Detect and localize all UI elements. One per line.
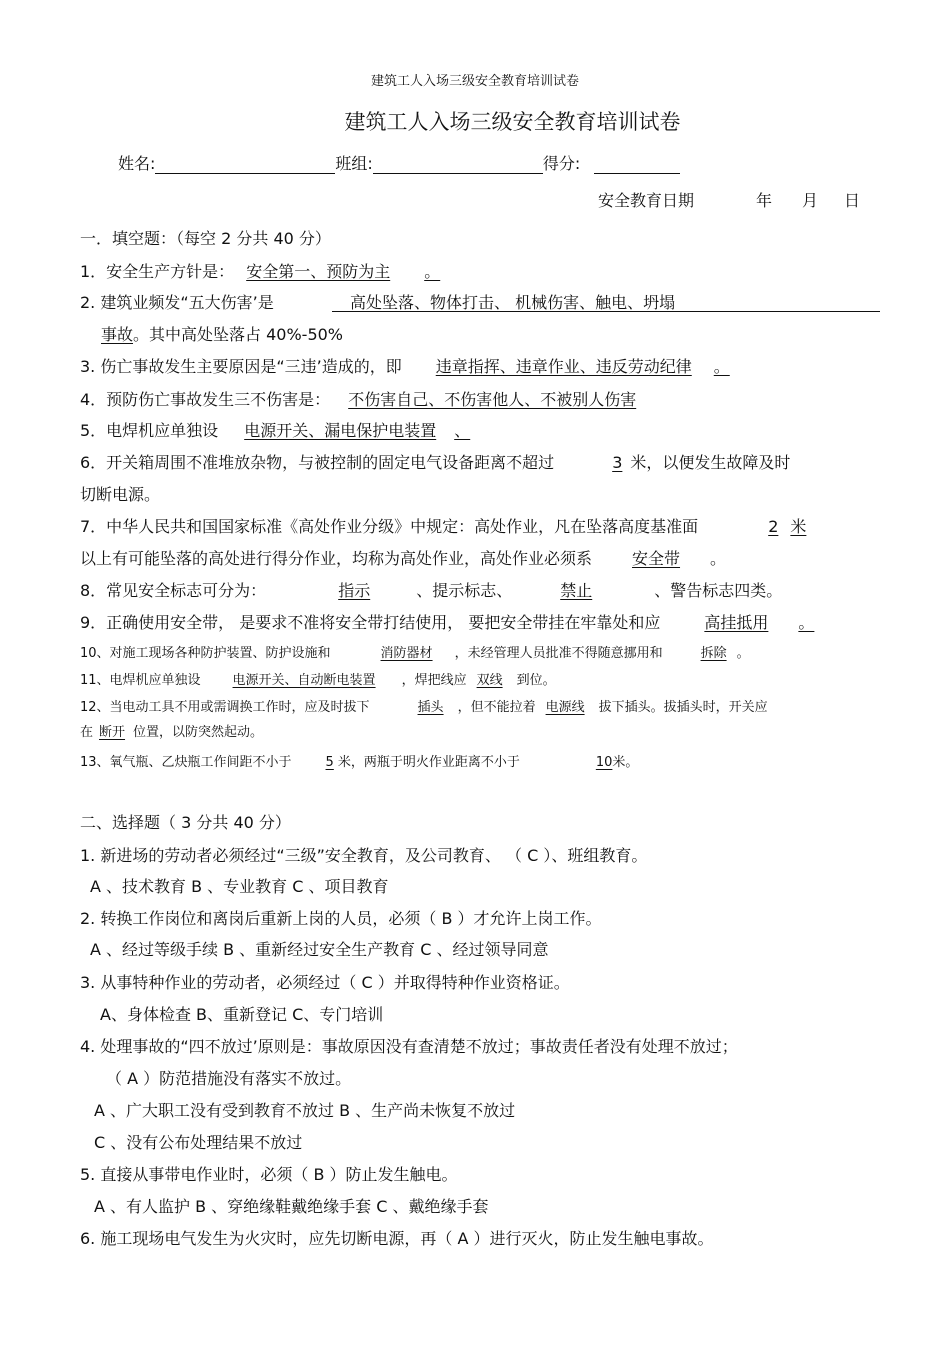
choice-q4-options2: C 、没有公布处理结果不放过	[94, 1133, 303, 1152]
q-text: 5．电焊机应单独设	[80, 421, 219, 440]
q-text: 。其中高处坠落占 40%-50%	[133, 325, 344, 344]
answer: 电源开关、自动断电装置	[232, 673, 376, 688]
fill-q12-line2: 在 断开 位置，以防突然起动。	[80, 725, 264, 740]
choice-q6: 6. 施工现场电气发生为火灾时，应先切断电源，再（ A ）进行灭火，防止发生触电事故。	[80, 1229, 714, 1248]
answer: 断开	[99, 725, 126, 740]
fill-q5	[80, 418, 480, 441]
score-field[interactable]	[594, 155, 680, 174]
q-text: 3. 伤亡事故发生主要原因是“三违’造成的，即	[80, 357, 402, 376]
fill-q8	[80, 578, 782, 601]
score-label: 得分:	[542, 154, 581, 173]
date-year: 年	[756, 191, 773, 210]
page-title: 建筑工人入场三级安全教育培训试卷	[344, 110, 681, 134]
choice-q4-line2: （ A ）防范措施没有落实不放过。	[106, 1069, 352, 1088]
answer: 5	[325, 755, 334, 770]
answer: 拆除	[700, 646, 727, 661]
q-text: 、提示标志、	[416, 581, 513, 600]
group-label: 班组:	[335, 154, 373, 173]
fill-q13: 13、氧气瓶、乙炔瓶工作间距不小于 5 米，两瓶于明火作业距离不小于 10米。	[80, 755, 639, 770]
answer: 违章指挥、违章作业、违反劳动纪律 。	[435, 357, 730, 376]
date-day: 日	[844, 191, 861, 210]
answer: 3	[612, 453, 623, 472]
name-field[interactable]	[155, 155, 335, 174]
fill-q2-answer: 高处坠落、物体打击、 机械伤害、触电、坍塌	[350, 293, 676, 312]
q-text: ，焊把线应	[401, 673, 467, 688]
q-text: 12、当电动工具不用或需调换工作时，应及时拔下	[80, 700, 370, 715]
fill-q7	[80, 514, 806, 537]
choice-q4-options: A 、广大职工没有受到教育不放过 B 、生产尚未恢复不放过	[94, 1101, 516, 1120]
choice-q3-options: A、身体检查 B、重新登记 C、专门培训	[100, 1005, 384, 1024]
fill-q6-line2: 切断电源。	[80, 485, 161, 504]
answer: 高挂抵用 。	[704, 613, 815, 632]
q-text: 9．正确使用安全带， 是要求不准将安全带打结使用， 要把安全带挂在牢靠处和应	[80, 613, 661, 632]
q-text: 米，以便发生故障及时	[630, 453, 791, 472]
q-text: 拔下插头。拔插头时，开关应	[598, 700, 768, 715]
choice-q1-options: A 、技术教育 B 、专业教育 C 、项目教育	[90, 877, 389, 896]
q-text: 1．安全生产方针是：	[80, 262, 235, 281]
date-label: 安全教育日期	[598, 191, 695, 210]
fill-q11: 11、电焊机应单独设 电源开关、自动断电装置 ，焊把线应 双线 到位。	[80, 673, 556, 688]
q-text: 11、电焊机应单独设	[80, 673, 201, 688]
choice-heading: 二、选择题（ 3 分共 40 分）	[80, 813, 291, 832]
answer: 安全第一、预防为主 。	[246, 262, 441, 281]
choice-q4: 4. 处理事故的“四不放过’原则是：事故原因没有查清楚不放过；事故责任者没有处理不放过；	[80, 1037, 738, 1056]
name-label: 姓名:	[118, 154, 156, 173]
fill-q1	[80, 259, 450, 282]
running-header: 建筑工人入场三级安全教育培训试卷	[370, 74, 579, 89]
info-row	[118, 151, 680, 174]
date-month: 月	[802, 191, 819, 210]
q-text: 4．预防伤亡事故发生三不伤害是：	[80, 390, 331, 409]
q-text: ，但不能拉着	[457, 700, 536, 715]
fill-q10: 10、对施工现场各种防护装置、防护设施和 消防器材 ，未经管理人员批准不得随意挪用和 拆除 。	[80, 646, 750, 661]
q-text: 6．开关箱周围不准堆放杂物，与被控制的固定电气设备距离不超过	[80, 453, 555, 472]
answer: 2 米	[768, 517, 807, 536]
answer: 指示	[338, 581, 371, 600]
answer: 10	[595, 755, 613, 770]
date-row	[598, 188, 860, 211]
group-field[interactable]	[373, 155, 543, 174]
answer: 不伤害自己、不伤害他人、不被别人伤害	[348, 390, 637, 409]
answer: 禁止	[560, 581, 593, 600]
fill-q9	[80, 610, 814, 633]
choice-q5: 5. 直接从事带电作业时，必须（ B ）防止发生触电。	[80, 1165, 458, 1184]
q-text: 以上有可能坠落的高处进行得分作业，均称为高处作业，高处作业必须系	[80, 549, 593, 568]
q-text: 、警告标志四类。	[654, 581, 783, 600]
answer: 事故	[101, 325, 134, 344]
q-text: 7．中华人民共和国国家标准《高处作业分级》中规定：高处作业，凡在坠落高度基准面	[80, 517, 699, 536]
answer-underline	[332, 311, 880, 312]
fill-q2	[80, 290, 274, 313]
choice-q5-options: A 、有人监护 B 、穿绝缘鞋戴绝缘手套 C 、戴绝缘手套	[94, 1197, 489, 1216]
fill-q12	[80, 696, 768, 715]
fill-q2-line2	[101, 322, 343, 345]
q-text: 2. 建筑业频发“五大伤害’是	[80, 293, 274, 312]
fill-q4	[80, 387, 660, 410]
choice-q1: 1. 新进场的劳动者必须经过“三级”安全教育，及公司教育、 （ C ）、班组教育。	[80, 846, 648, 865]
fill-q6	[80, 450, 790, 473]
q-text: 13、氧气瓶、乙炔瓶工作间距不小于	[80, 755, 292, 770]
choice-q2-options: A 、经过等级手续 B 、重新经过安全生产教育 C 、经过领导同意	[90, 940, 549, 959]
answer: 双线	[476, 673, 503, 688]
answer: 插头	[417, 700, 444, 715]
answer: 安全带	[632, 549, 681, 568]
q-text: ，未经管理人员批准不得随意挪用和	[454, 646, 663, 661]
choice-q2: 2. 转换工作岗位和离岗后重新上岗的人员，必须（ B ）才允许上岗工作。	[80, 909, 602, 928]
choice-q3: 3. 从事特种作业的劳动者，必须经过（ C ）并取得特种作业资格证。	[80, 973, 570, 992]
q-text: 10、对施工现场各种防护装置、防护设施和	[80, 646, 331, 661]
fill-q3	[80, 354, 742, 377]
q-text: 位置，以防突然起动。	[133, 725, 264, 740]
fill-q7-line2: 以上有可能坠落的高处进行得分作业，均称为高处作业，高处作业必须系 安全带 。	[80, 549, 727, 568]
fill-heading: 一．填空题：（每空 2 分共 40 分）	[80, 229, 331, 248]
answer: 消防器材	[380, 646, 433, 661]
answer: 电源线	[545, 700, 585, 715]
answer: 电源开关、漏电保护电装置 、	[244, 421, 471, 440]
q-text: 米，两瓶于明火作业距离不小于	[337, 755, 520, 770]
q-text: 8．常见安全标志可分为：	[80, 581, 267, 600]
